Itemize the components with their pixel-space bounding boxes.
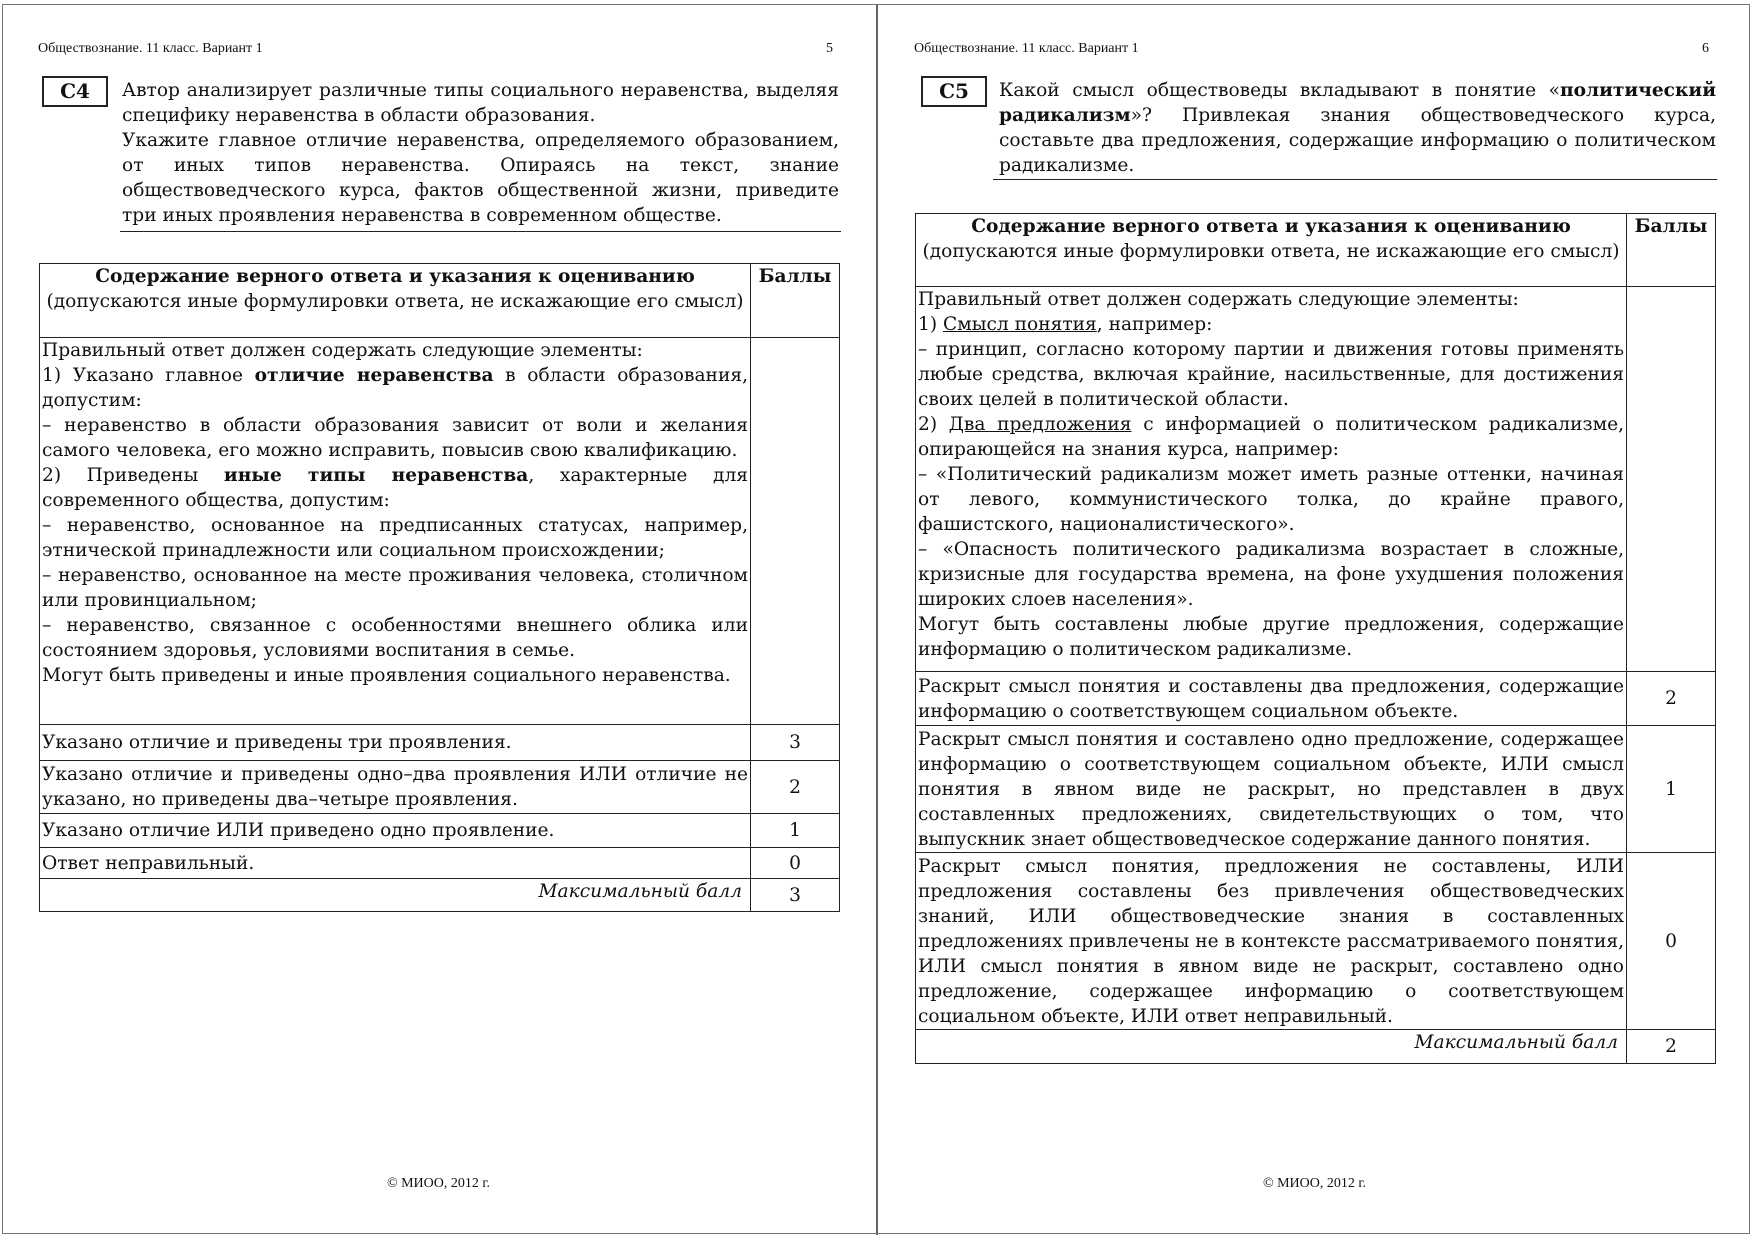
max-score-label: Максимальный балл [40,879,751,912]
answer-table [915,213,1716,1064]
text-run: , например: [1096,314,1213,335]
text-run: 2) Приведены [42,465,224,486]
paragraph [122,128,839,228]
paragraph [122,78,839,128]
text-run: – неравенство, основанное на предписанных статусах, например, этнической принадлежности или социальном происхождении; [42,515,748,561]
text-run: 1) Указано главное [42,365,255,386]
text-run: – неравенство, связанное с особенностями внешнего облика или состоянием здоровья, условиями воспитания в семье. [42,615,748,661]
paragraph [918,612,1624,662]
answer-table [39,263,840,912]
text-run: в области образования, допустим: [42,365,748,411]
criterion-score: 2 [751,761,840,814]
question-text [999,78,1716,178]
paragraph [42,363,748,413]
criterion-score: 1 [1627,726,1716,853]
criterion-score: 3 [751,725,840,761]
criterion-text: Раскрыт смысл понятия и составлено одно предложение, содержащее информацию о соответствующем социальном объекте, ИЛИ смысл понятия в явном виде не раскрыт, но представлен в двух составленных предложениях, свидетельствующих о том, что выпускник знает обществоведческое содержание данного понятия. [916,726,1627,853]
text-run: Правильный ответ должен содержать следующие элементы: [918,289,1519,310]
paragraph [42,663,748,688]
text-run: – «Опасность политического радикализма возрастает в сложные, кризисные для государства времена, на фоне ухудшения положения широких слоев населения». [918,539,1624,610]
criterion-score: 2 [1627,672,1716,726]
paragraph [918,462,1624,537]
criterion-text: Раскрыт смысл понятия и составлены два предложения, содержащие информацию о соответствующем социальном объекте. [916,672,1627,726]
table-header-title: Содержание верного ответа и указания к оцениванию [971,216,1571,237]
underlined-text: Смысл понятия [943,314,1097,335]
bold-text: иные типы неравенства [223,465,529,486]
page-footer: © МИОО, 2012 г. [386,1176,491,1191]
score-header: Баллы [751,264,840,338]
paragraph [918,287,1624,312]
question-underline [120,231,841,232]
text-run: Правильный ответ должен содержать следующие элементы: [42,340,643,361]
text-run: – неравенство в области образования зависит от воли и желания самого человека, его можно исправить, повысив свою квалификацию. [42,415,748,461]
answer-content [40,338,751,725]
answer-content [916,287,1627,672]
max-score-value: 3 [751,879,840,912]
paragraph [918,537,1624,612]
text-run: Могут быть составлены любые другие предложения, содержащие информацию о политическом радикализме. [918,614,1624,660]
text-run: Укажите главное отличие неравенства, определяемого образованием, от иных типов неравенства. Опираясь на текст, знание обществоведческого курса, фактов общественной жизни, приведите три иных проявления неравенства в современном обществе. [122,130,839,226]
page-header: Обществознание. 11 класс. Вариант 1 [38,41,263,56]
table-header-note: (допускаются иные формулировки ответа, не искажающие его смысл) [922,241,1620,262]
table-header [916,214,1627,287]
task-id-box: C4 [42,76,108,107]
paragraph [918,312,1624,337]
text-run: Какой смысл обществоведы вкладывают в понятие « [999,80,1560,101]
text-run: – неравенство, основанное на месте проживания человека, столичном или провинциальном; [42,565,748,611]
criterion-score: 1 [751,814,840,848]
paragraph [42,338,748,363]
table-header-note: (допускаются иные формулировки ответа, не искажающие его смысл) [46,291,744,312]
paragraph [918,337,1624,412]
text-run: – «Политический радикализм может иметь разные оттенки, начиная от левого, коммунистического толка, до крайне правого, фашистского, националистического». [918,464,1624,535]
page-number: 6 [1702,41,1709,56]
text-run: , характерные для современного общества, допустим: [42,465,748,511]
page-footer: © МИОО, 2012 г. [1262,1176,1367,1191]
paragraph [42,463,748,513]
page-6 [876,0,1753,1239]
bold-text: политический радикализм [999,80,1716,126]
table-header [40,264,751,338]
answer-score-empty [751,338,840,725]
paragraph [918,412,1624,462]
criterion-text: Указано отличие ИЛИ приведено одно проявление. [40,814,751,848]
paragraph [999,78,1716,178]
score-header: Баллы [1627,214,1716,287]
text-run: 1) [918,314,943,335]
question-text [122,78,839,228]
text-run: с информацией о политическом радикализме, опирающейся на знания курса, например: [918,414,1624,460]
text-run: »? Привлекая знания обществоведческого курса, составьте два предложения, содержащие информацию о политическом радикализме. [999,105,1716,176]
question-underline [993,179,1717,180]
answer-score-empty [1627,287,1716,672]
criterion-text: Указано отличие и приведены три проявления. [40,725,751,761]
criterion-text: Указано отличие и приведены одно–два проявления ИЛИ отличие не указано, но приведены два–четыре проявления. [40,761,751,814]
table-header-title: Содержание верного ответа и указания к оцениванию [95,266,695,287]
text-run: Могут быть приведены и иные проявления социального неравенства. [42,665,731,686]
paragraph [42,513,748,563]
criterion-score: 0 [751,848,840,879]
task-id-box: C5 [921,76,987,107]
max-score-value: 2 [1627,1030,1716,1064]
criterion-score: 0 [1627,853,1716,1030]
text-run: Автор анализирует различные типы социального неравенства, выделяя специфику неравенства в области образования. [122,80,839,126]
paragraph [42,613,748,663]
page-header: Обществознание. 11 класс. Вариант 1 [914,41,1139,56]
criterion-text: Раскрыт смысл понятия, предложения не составлены, ИЛИ предложения составлены без привлечения обществоведческих знаний, ИЛИ обществоведческие знания в составленных предложениях привлечены не в контексте рассматриваемого понятия, ИЛИ смысл понятия в явном виде не раскрыт, составлено одно предложение, содержащее информацию о соответствующем социальном объекте, ИЛИ ответ неправильный. [916,853,1627,1030]
paragraph [42,563,748,613]
max-score-label: Максимальный балл [916,1030,1627,1064]
paragraph [42,413,748,463]
bold-text: отличие неравенства [254,365,494,386]
text-run: – принцип, согласно которому партии и движения готовы применять любые средства, включая крайние, насильственные, для достижения своих целей в политической области. [918,339,1624,410]
text-run: 2) [918,414,949,435]
page-number: 5 [826,41,833,56]
criterion-text: Ответ неправильный. [40,848,751,879]
underlined-text: Два предложения [948,414,1132,435]
